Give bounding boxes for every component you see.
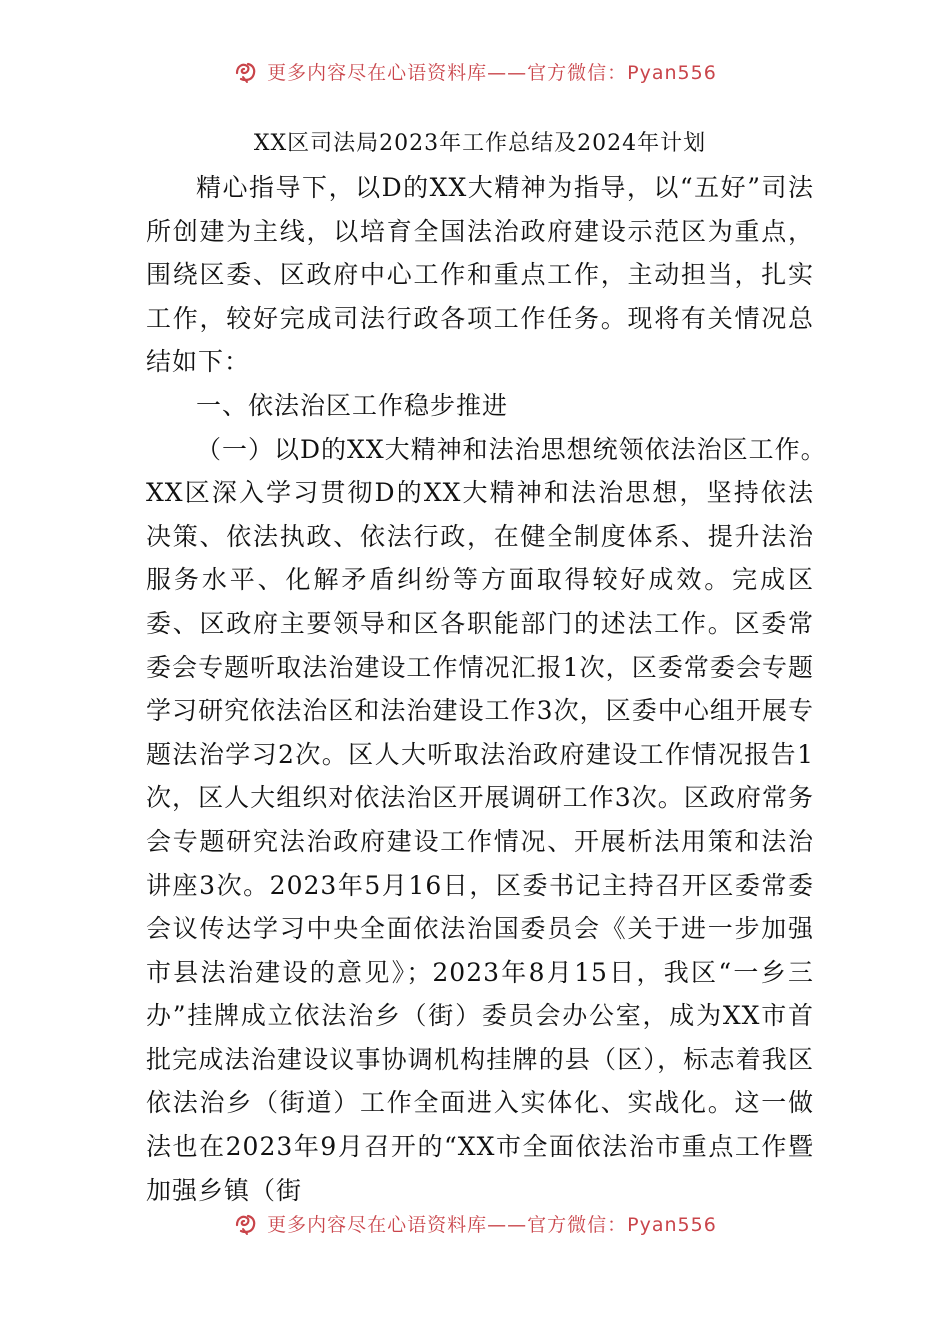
intro-paragraph: 精心指导下，以D的XX大精神为指导，以“五好”司法所创建为主线，以培育全国法治政府建设示范区为重点，围绕区委、区政府中心工作和重点工作，主动担当，扎实工作，较好完成司法行政各项工作任务。现将有关情况总结如下： — [146, 173, 814, 377]
watermark-text: 更多内容尽在心语资料库——官方微信：Pyan556 — [267, 1213, 717, 1236]
document-title: XX区司法局2023年工作总结及2024年计划 — [253, 131, 707, 156]
subsection-heading: （一）以D的XX大精神和法治思想统领依法治区工作。 — [196, 434, 827, 464]
subsection-body-paragraph: XX区深入学习贯彻D的XX大精神和法治思想，坚持依法决策、依法执政、依法行政，在健全制度体系、提升法治服务水平、化解矛盾纠纷等方面取得较好成效。完成区委、区政府主要领导和区各职能部门的述法工作。区委常委会专题听取法治建设工作情况汇报1次，区委常委会专题学习研究依法治区和法治建设工作3次，区委中心组开展专题法治学习2次。区人大听取法治政府建设工作情况报告1次，区人大组织对依法治区开展调研工作3次。区政府常务会专题研究法治政府建设工作情况、开展析法用策和法治讲座3次。2023年5月16日，区委书记主持召开区委常委会议传达学习中央全面依法治国委员会《关于进一步加强市县法治建设的意见》；2023年8月15日，我区“一乡三办”挂牌成立依法治乡（街）委员会办公室，成为XX市首批完成法治建设议事协调机构挂牌的县（区），标志着我区依法治乡（街道）工作全面进入实体化、实战化。这一做法也在2023年9月召开的“XX市全面依法治市重点工作暨加强乡镇（街 — [146, 478, 814, 1205]
watermark-text: 更多内容尽在心语资料库——官方微信：Pyan556 — [267, 61, 717, 84]
watermark-top — [0, 56, 950, 86]
watermark-logo-icon — [233, 58, 259, 84]
section-heading: 一、依法治区工作稳步推进 — [196, 390, 509, 420]
watermark-bottom — [0, 1208, 950, 1238]
document-page — [146, 122, 827, 1212]
watermark-logo-icon — [233, 1210, 259, 1236]
